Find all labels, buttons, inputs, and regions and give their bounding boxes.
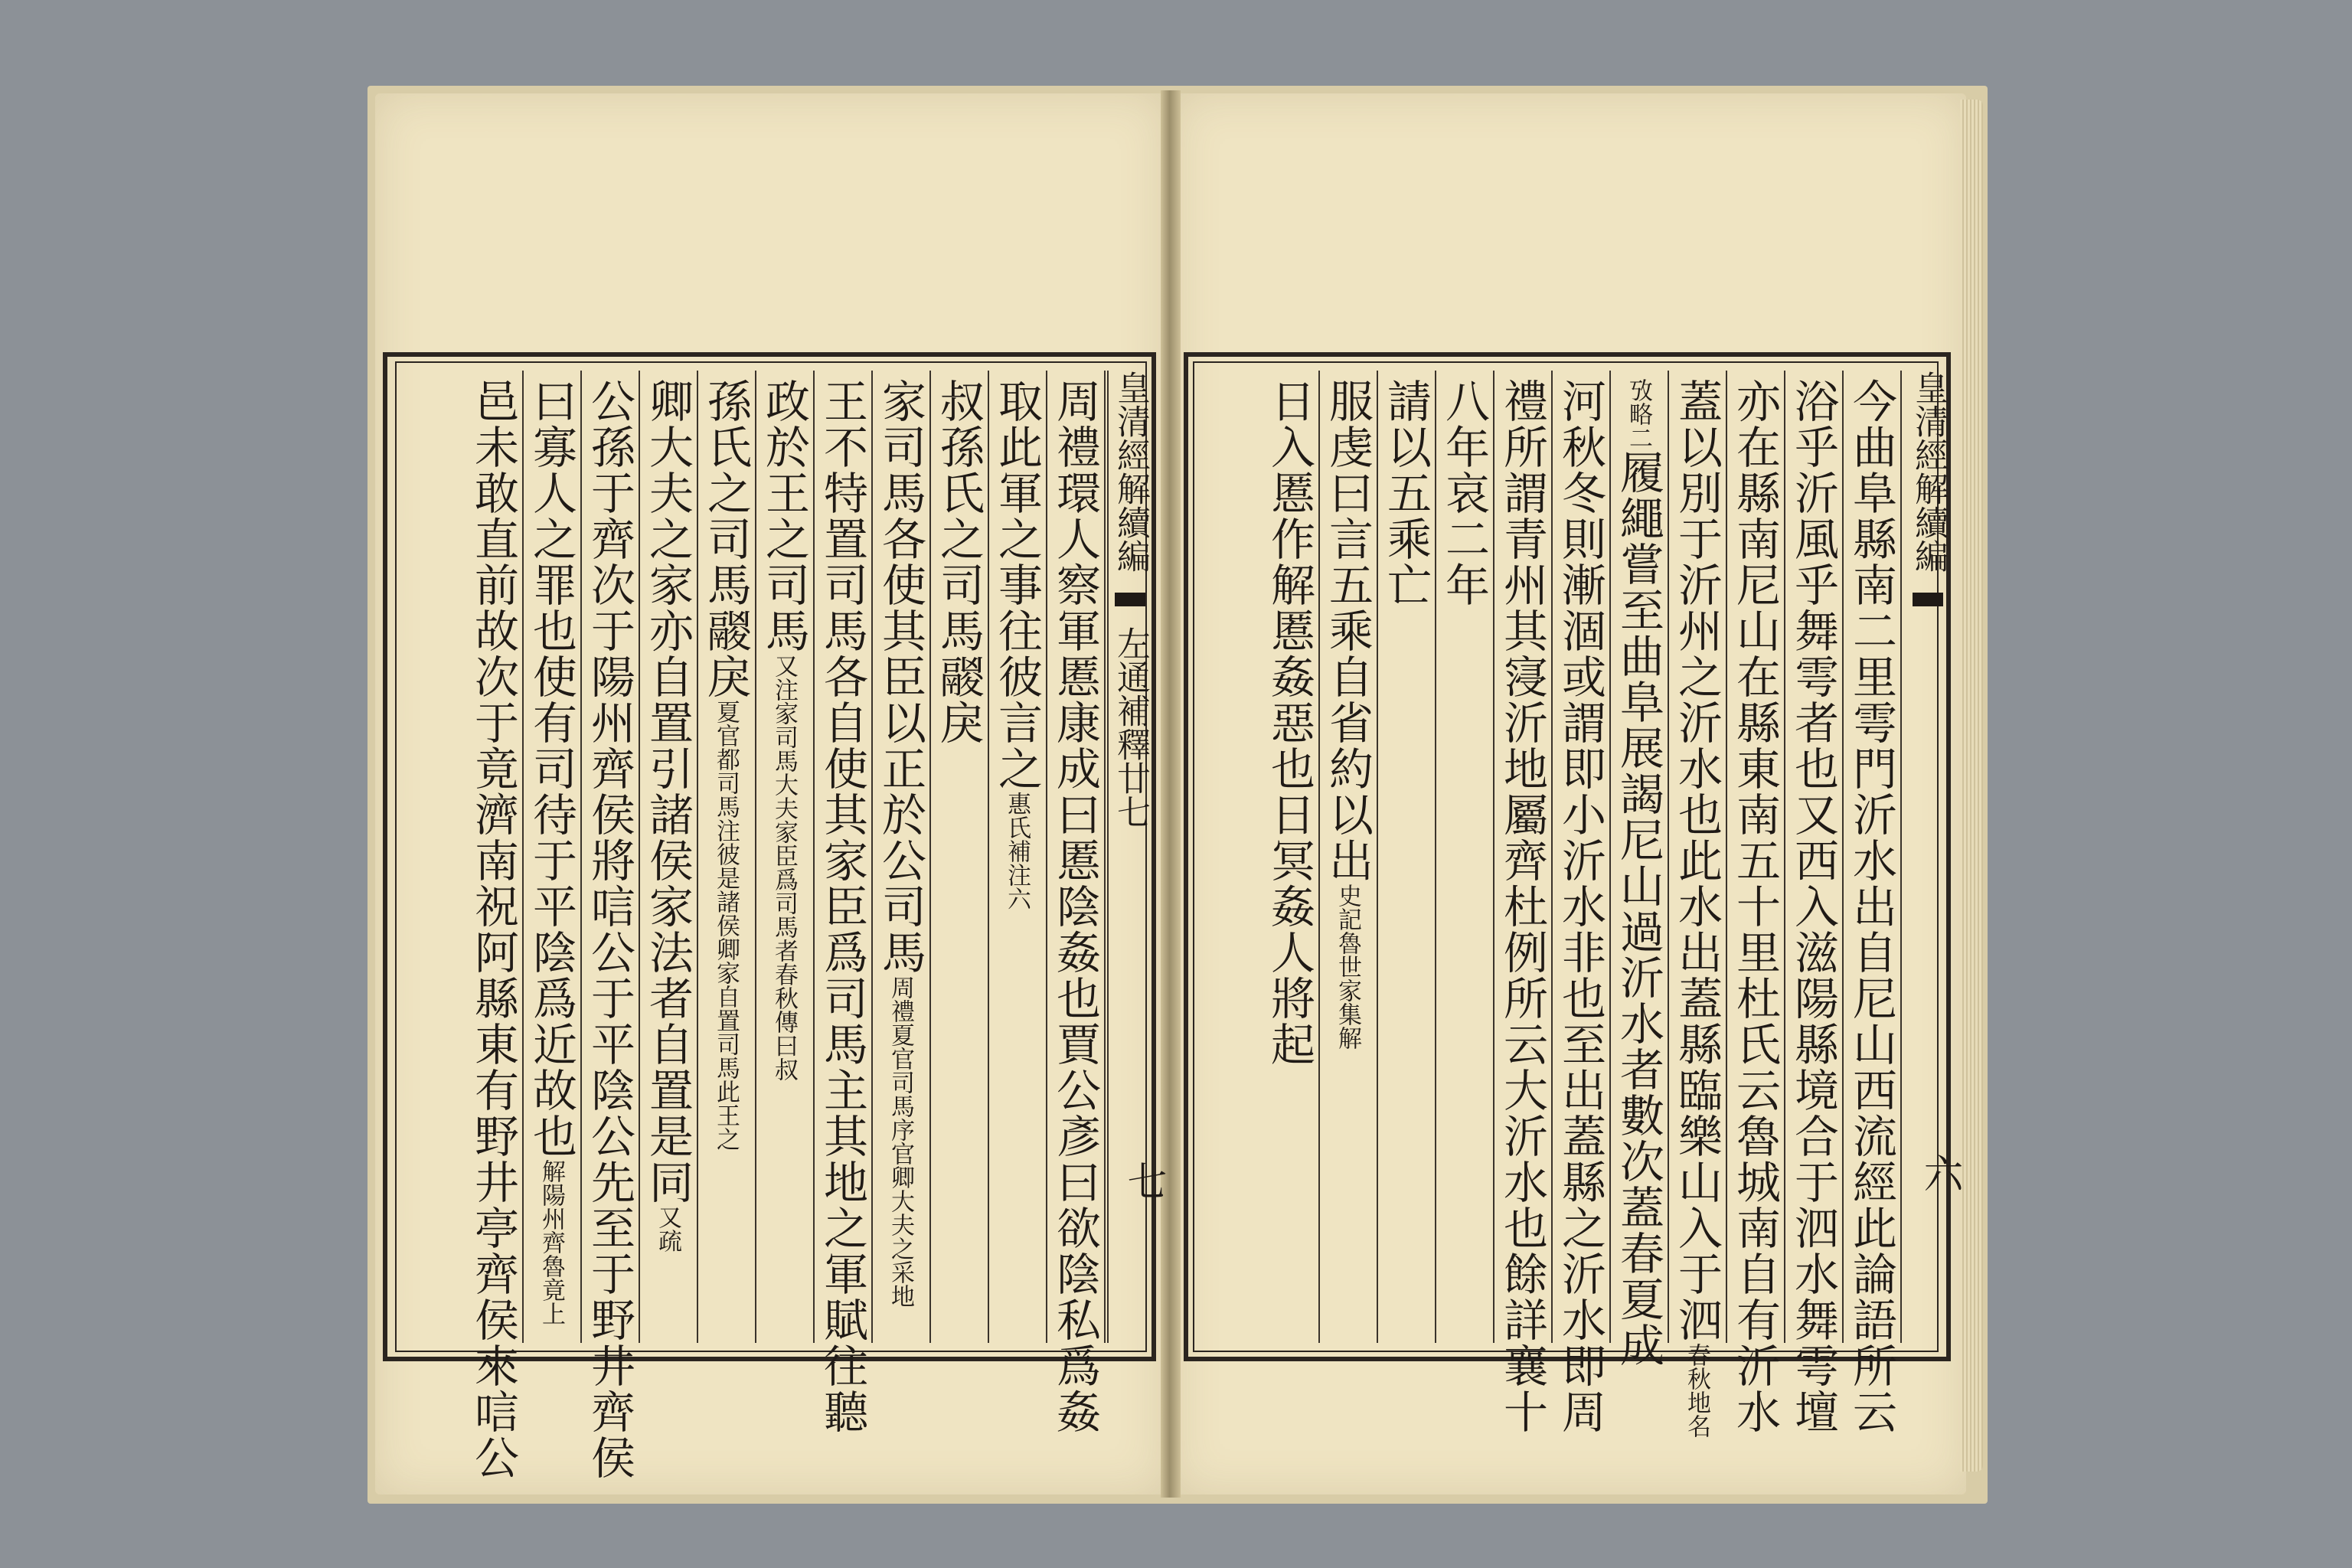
text-column: 今曲阜縣南二里雩門沂水出自尼山西流經此論語所云 <box>1844 371 1902 1343</box>
banxin-subtitle: 左通補釋廿七 <box>1111 626 1150 828</box>
leaf-number: 六 <box>1916 1153 1962 1193</box>
banxin-title: 皇清經解續編 <box>1111 371 1150 573</box>
text-column: 禮所謂青州其寖沂地屬齊杜例所云大沂水也餘詳襄十 <box>1494 371 1553 1343</box>
fishtail-mark <box>1913 593 1943 606</box>
text-column: 孫氏之司馬鬷戾夏官都司馬注彼是諸侯卿家自置司馬此王之 <box>698 371 756 1343</box>
banxin-title: 皇清經解續編 <box>1909 371 1948 573</box>
text-column: 曰寡人之罪也使有司待于平陰爲近故也解陽州齊魯竟上 <box>524 371 582 1343</box>
text-column: 請以五乘亡 <box>1378 371 1436 1343</box>
left-text-block <box>383 352 1166 1481</box>
text-column: 王不特置司馬各自使其家臣爲司馬主其地之軍賦往聽 <box>815 371 873 1343</box>
text-column: 亦在縣南尼山在縣東南五十里杜氏云魯城南自有沂水 <box>1727 371 1785 1343</box>
page-fore-edge <box>1960 100 1983 1472</box>
text-column: 卿大夫之家亦自置引諸侯家法者自置是同又疏 <box>640 371 698 1343</box>
text-column: 八年哀二年 <box>1436 371 1494 1343</box>
text-column: 日入慝作解慝姦惡也日冥姦人將起 <box>1262 371 1320 1343</box>
text-column: 攷略二履繩嘗至曲阜展謁尼山過沂水者數次蓋春夏成 <box>1611 371 1669 1343</box>
fishtail-mark <box>1115 593 1145 606</box>
text-column: 邑未敢直前故次于竟濟南祝阿縣東有野井亭齊侯來唁公 <box>466 371 524 1343</box>
text-column: 周禮環人察軍慝康成曰慝陰姦也賈公彥曰欲陰私爲姦 <box>1047 371 1106 1343</box>
text-column: 叔孫氏之司馬鬷戾 <box>931 371 989 1343</box>
book-gutter <box>1161 90 1181 1498</box>
right-text-block <box>1184 352 1962 1438</box>
text-column: 公孫于齊次于陽州齊侯將唁公于平陰公先至于野井齊侯 <box>582 371 640 1343</box>
text-column: 蓋以別于沂州之沂水也此水出蓋縣臨樂山入于泗春秋地名 <box>1669 371 1727 1343</box>
text-column: 家司馬各使其臣以正於公司馬周禮夏官司馬序官卿大夫之采地 <box>873 371 931 1343</box>
text-column: 服虔曰言五乘自省約以出史記魯世家集解 <box>1320 371 1378 1343</box>
text-column: 政於王之司馬又注家司馬大夫家臣爲司馬者春秋傳曰叔 <box>756 371 815 1343</box>
text-column: 取此軍之事往彼言之惠氏補注六 <box>989 371 1047 1343</box>
leaf-number: 七 <box>1120 1161 1166 1200</box>
right-banxin <box>1905 371 1951 1343</box>
text-column: 河秋冬則漸涸或謂即小沂水非也至出蓋縣之沂水即周 <box>1553 371 1611 1343</box>
text-column: 浴乎沂風乎舞雩者也又西入滋陽縣境合于泗水舞雩壇 <box>1785 371 1844 1343</box>
